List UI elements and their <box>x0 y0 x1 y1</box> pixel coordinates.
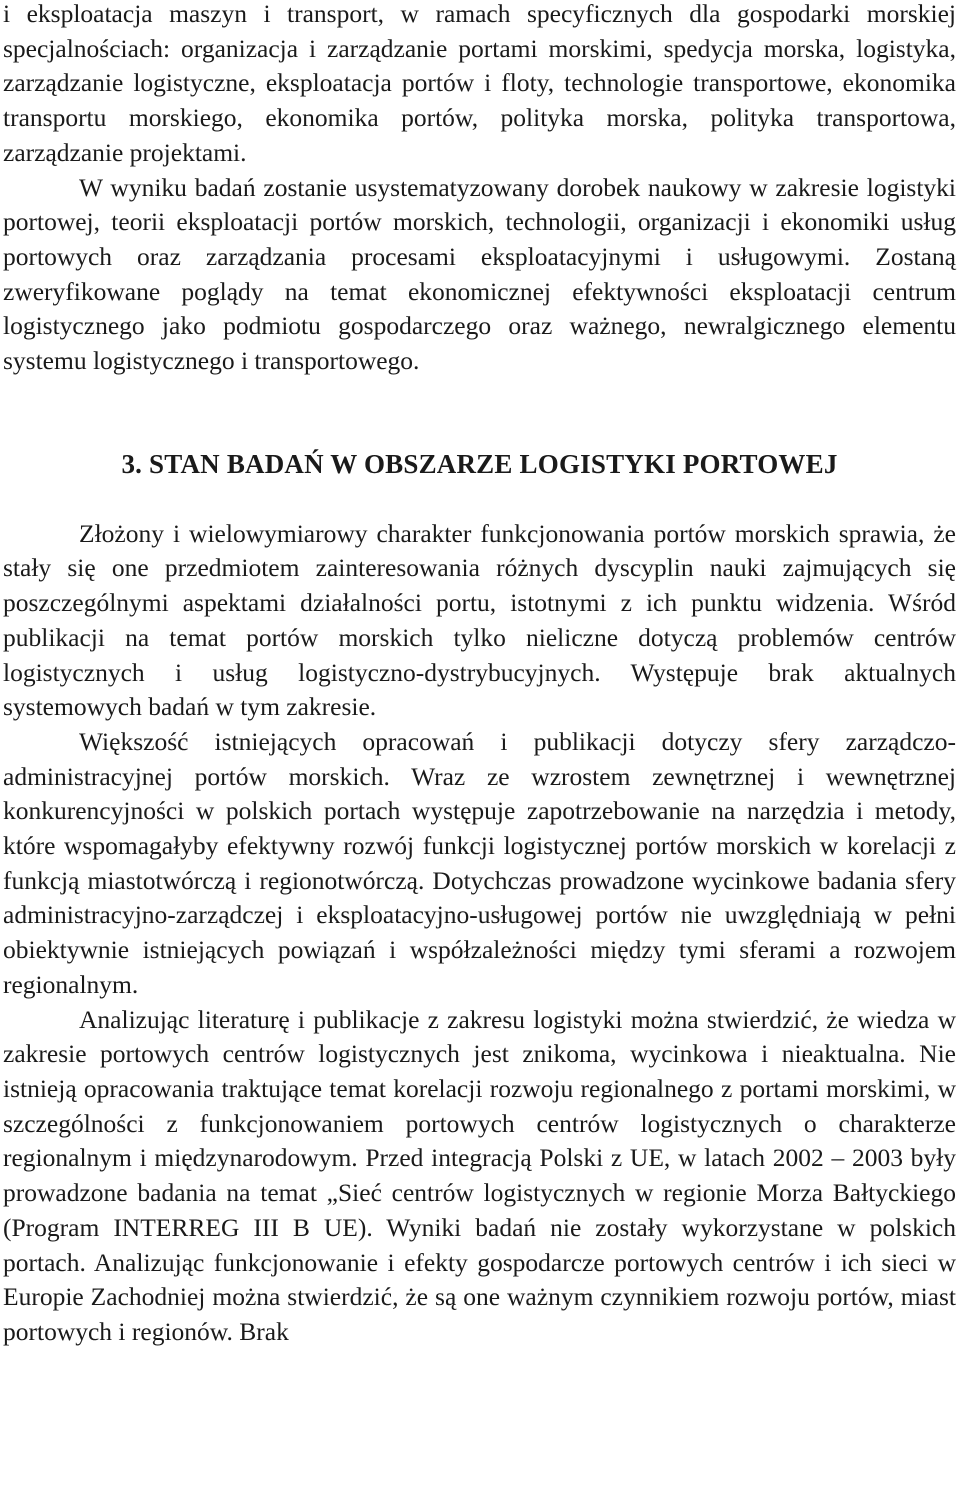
section-paragraph-2: Większość istniejących opracowań i publikacji dotyczy sfery zarządczo-administracyjnej portów morskich. Wraz ze wzrostem zewnętrznej i wewnętrznej konkurencyjności w polskich portach występuje zapotrzebowanie na narzędzia i metody, które wspomagałyby efektywny rozwój funkcji logistycznej portów morskich w korelacji z funkcją miastotwórczą i regionotwórczą. Dotychczas prowadzone wycinkowe badania sfery administracyjno-zarządczej i eksploatacyjno-usługowej portów nie uwzględniają w pełni obiektywnie istniejących powiązań i współzależności między tymi sferami a rozwojem regionalnym. <box>3 726 956 999</box>
document-page <box>3 0 956 1350</box>
results-paragraph: W wyniku badań zostanie usystematyzowany dorobek naukowy w zakresie logistyki portowej, teorii eksploatacji portów morskich, technologii, organizacji i ekonomiki usług portowych oraz zarządzania procesami eksploatacyjnymi i usługowymi. Zostaną zweryfikowane poglądy na temat ekonomicznej efektywności eksploatacji centrum logistycznego jako podmiotu gospodarczego oraz ważnego, newralgicznego elementu systemu logistycznego i transportowego. <box>3 172 956 376</box>
section-paragraph-1: Złożony i wielowymiarowy charakter funkcjonowania portów morskich sprawia, że stały się one przedmiotem zainteresowania różnych dyscyplin nauki zajmujących się poszczególnymi aspektami działalności portu, istotnymi z ich punktu widzenia. Wśród publikacji na temat portów morskich tylko nieliczne dotyczą problemów centrów logistycznych i usług logistyczno-dystrybucyjnych. Występuje brak aktualnych systemowych badań w tym zakresie. <box>3 518 956 722</box>
section-heading: 3. STAN BADAŃ W OBSZARZE LOGISTYKI PORTOWEJ <box>121 448 838 479</box>
intro-paragraph: i eksploatacja maszyn i transport, w ramach specyficznych dla gospodarki morskiej specjalnościach: organizacja i zarządzanie portami morskimi, spedycja morska, logistyka, zarządzanie logistyczne, eksploatacja portów i floty, technologie transportowe, ekonomika transportu morskiego, ekonomika portów, polityka morska, polityka transportowa, zarządzanie projektami. <box>3 0 956 167</box>
section-paragraph-3: Analizując literaturę i publikacje z zakresu logistyki można stwierdzić, że wiedza w zakresie portowych centrów logistycznych jest znikoma, wycinkowa i nieaktualna. Nie istnieją opracowania traktujące temat korelacji rozwoju regionalnego z portami morskimi, w szczególności z funkcjonowaniem portowych centrów logistycznych o charakterze regionalnym i międzynarodowym. Przed integracją Polski z UE, w latach 2002 – 2003 były prowadzone badania na temat „Sieć centrów logistycznych w regionie Morza Bałtyckiego (Program INTERREG III B UE). Wyniki badań nie zostały wykorzystane w polskich portach. Analizując funkcjonowanie i efekty gospodarcze portowych centrów i ich sieci w Europie Zachodniej można stwierdzić, że są one ważnym czynnikiem rozwoju portów, miast portowych i regionów. Brak <box>3 1004 956 1346</box>
